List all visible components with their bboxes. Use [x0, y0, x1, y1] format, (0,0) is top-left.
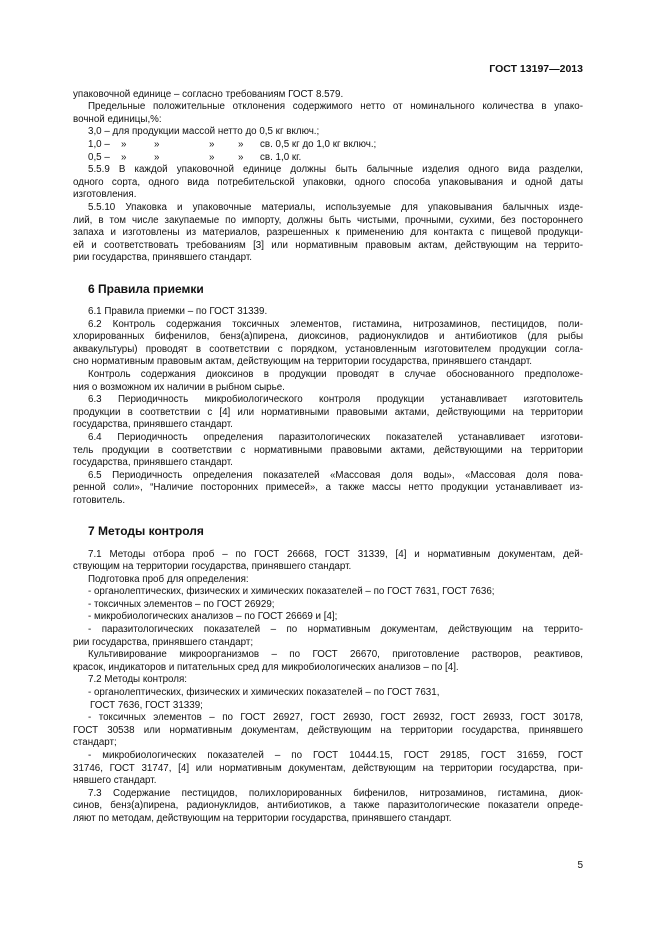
text-line: 6.2 Контроль содержания токсичных элементов, гистамина, нитрозаминов, пестицидов, поли-: [88, 318, 583, 330]
text-line: 6.3 Периодичность микробиологического контроля продукции устанавливает изготовитель: [88, 394, 583, 406]
document-code: ГОСТ 13197—2013: [489, 63, 583, 75]
text-line: вочной единицы,%:: [73, 113, 162, 125]
ditto-mark: »: [154, 151, 160, 163]
text-line: государства, принявшего стандарт.: [73, 419, 233, 431]
text-line: аквакультуры) проводят в соответствии с порядком, установленным изготовителем продукции согла-: [73, 343, 583, 355]
text-line: ренной соли», “Наличие посторонних примесей», а также массы нетто продукции устанавливает из-: [73, 482, 583, 494]
list-item: - микробиологических показателей – по ГОСТ 10444.15, ГОСТ 29185, ГОСТ 31659, ГОСТ: [88, 750, 583, 761]
text-line: 31746, ГОСТ 31747, [4] или нормативным документам, действующим на территории государства, при-: [73, 762, 583, 774]
list-item: - токсичных элементов – по ГОСТ 26929;: [88, 598, 275, 610]
text-line: ния о возможном их наличии в рыбном сырье.: [73, 381, 285, 393]
text-line: 6.1 Правила приемки – по ГОСТ 31339.: [88, 306, 268, 317]
ditto-mark: »: [209, 139, 215, 151]
text-line: изготовления.: [73, 189, 137, 201]
text-line: 5.5.10 Упаковка и упаковочные материалы, используемые для упаковывания балычных изде-: [88, 202, 583, 214]
text-line: готовитель.: [73, 494, 126, 506]
text-line: одного сорта, одного вида потребительской упаковки, одного способа упаковывания и одной даты: [73, 176, 583, 188]
tolerance-range: св. 1,0 кг.: [260, 151, 302, 163]
text-line: стандарт;: [73, 737, 117, 749]
text-line: ГОСТ 7636, ГОСТ 31339;: [90, 699, 203, 711]
text-line: 7.3 Содержание пестицидов, полихлорированных бифенилов, нитрозаминов, гистамина, диок-: [88, 787, 583, 799]
page-number: 5: [577, 860, 583, 871]
text-line: тель продукции в соответствии с нормативными правовыми актами, действующими на территории: [73, 444, 583, 456]
text-line: 7.1 Методы отбора проб – по ГОСТ 26668, ГОСТ 31339, [4] и нормативным документам, дей-: [88, 548, 583, 560]
tolerance-row: [73, 139, 583, 152]
text-line: ствующим на территории государства, принявшего стандарт.: [73, 561, 352, 573]
text-line: хлорированных бифенилов, бенз(а)пирена, диоксинов, радионуклидов и антибиотиков (для рыбы: [73, 331, 583, 343]
list-item: - органолептических, физических и химических показателей – по ГОСТ 7631, ГОСТ 7636;: [88, 586, 495, 598]
text-line: ляют по методам, действующим на территории государства, принявшего стандарт.: [73, 812, 452, 824]
page-body: [73, 89, 583, 826]
ditto-mark: »: [209, 151, 215, 163]
section-heading: 6 Правила приемки: [88, 281, 204, 296]
text-line: ей и соответствовать требованиям [3] или нормативным правовым актам, действующим на террито-: [73, 239, 583, 251]
tolerance-amount: 1,0 –: [88, 139, 110, 151]
text-line: Культивирование микроорганизмов – по ГОСТ 26670, приготовление растворов, реактивов,: [88, 649, 583, 661]
text-line: нявшего стандарт.: [73, 775, 157, 787]
text-line: продукции в соответствии с [4] или нормативными правовыми актами, действующими на территории: [73, 406, 583, 418]
ditto-mark: »: [238, 139, 244, 151]
ditto-mark: »: [121, 151, 127, 163]
text-line: Предельные положительные отклонения содержимого нетто от номинального количества в упако-: [88, 101, 583, 113]
tolerance-row: 3,0 – для продукции массой нетто до 0,5 кг включ.;: [88, 126, 320, 138]
text-line: Подготовка проб для определения:: [88, 573, 249, 585]
list-item: - органолептических, физических и химических показателей – по ГОСТ 7631,: [88, 687, 440, 699]
text-line: запаха и изготовлены из материалов, разрешенных к применению для контакта с пищевой продукци-: [73, 227, 583, 239]
tolerance-range: св. 0,5 кг до 1,0 кг включ.;: [260, 139, 377, 151]
text-line: упаковочной единице – согласно требованиям ГОСТ 8.579.: [73, 88, 344, 100]
text-line: Контроль содержания диоксинов в продукции проводят в случае обоснованного предположе-: [88, 368, 583, 380]
text-line: 6.4 Периодичность определения паразитологических показателей устанавливает изготови-: [88, 431, 583, 443]
list-item: - токсичных элементов – по ГОСТ 26927, ГОСТ 26930, ГОСТ 26932, ГОСТ 26933, ГОСТ 30178,: [88, 712, 583, 724]
text-line: ГОСТ 30538 или нормативным документам, действующим на территории государства, принявшего: [73, 724, 583, 736]
text-line: 7.2 Методы контроля:: [88, 674, 187, 686]
ditto-mark: »: [238, 151, 244, 163]
text-line: синов, бенз(а)пирена, радионуклидов, антибиотиков, а также паразитологические показатели опреде-: [73, 800, 583, 812]
tolerance-row: [73, 152, 583, 165]
tolerance-amount: 0,5 –: [88, 151, 110, 163]
text-line: 6.5 Периодичность определения показателей «Массовая доля воды», «Массовая доля пова-: [88, 469, 583, 481]
text-line: красок, индикаторов и питательных сред для микробиологических анализов – по [4].: [73, 661, 459, 673]
section-heading: 7 Методы контроля: [88, 524, 204, 538]
text-line: государства, принявшего стандарт.: [73, 457, 233, 469]
ditto-mark: »: [121, 139, 127, 151]
text-line: рии государства, принявшего стандарт.: [73, 252, 253, 264]
text-line: лий, в том числе закупаемые по импорту, должны быть чистыми, прочными, сухими, без постороннего: [73, 214, 583, 226]
text-line: 5.5.9 В каждой упаковочной единице должны быть балычные изделия одного вида разделки,: [88, 164, 583, 176]
ditto-mark: »: [154, 139, 160, 151]
list-item: - микробиологических анализов – по ГОСТ 26669 и [4];: [88, 611, 338, 623]
text-line: рии государства, принявшего стандарт;: [73, 636, 254, 648]
text-line: сно нормативным правовым актам, действующим на территории государства, принявшего стандарт.: [73, 356, 532, 368]
list-item: - паразитологических показателей – по нормативным документам, действующим на террито-: [88, 624, 583, 636]
